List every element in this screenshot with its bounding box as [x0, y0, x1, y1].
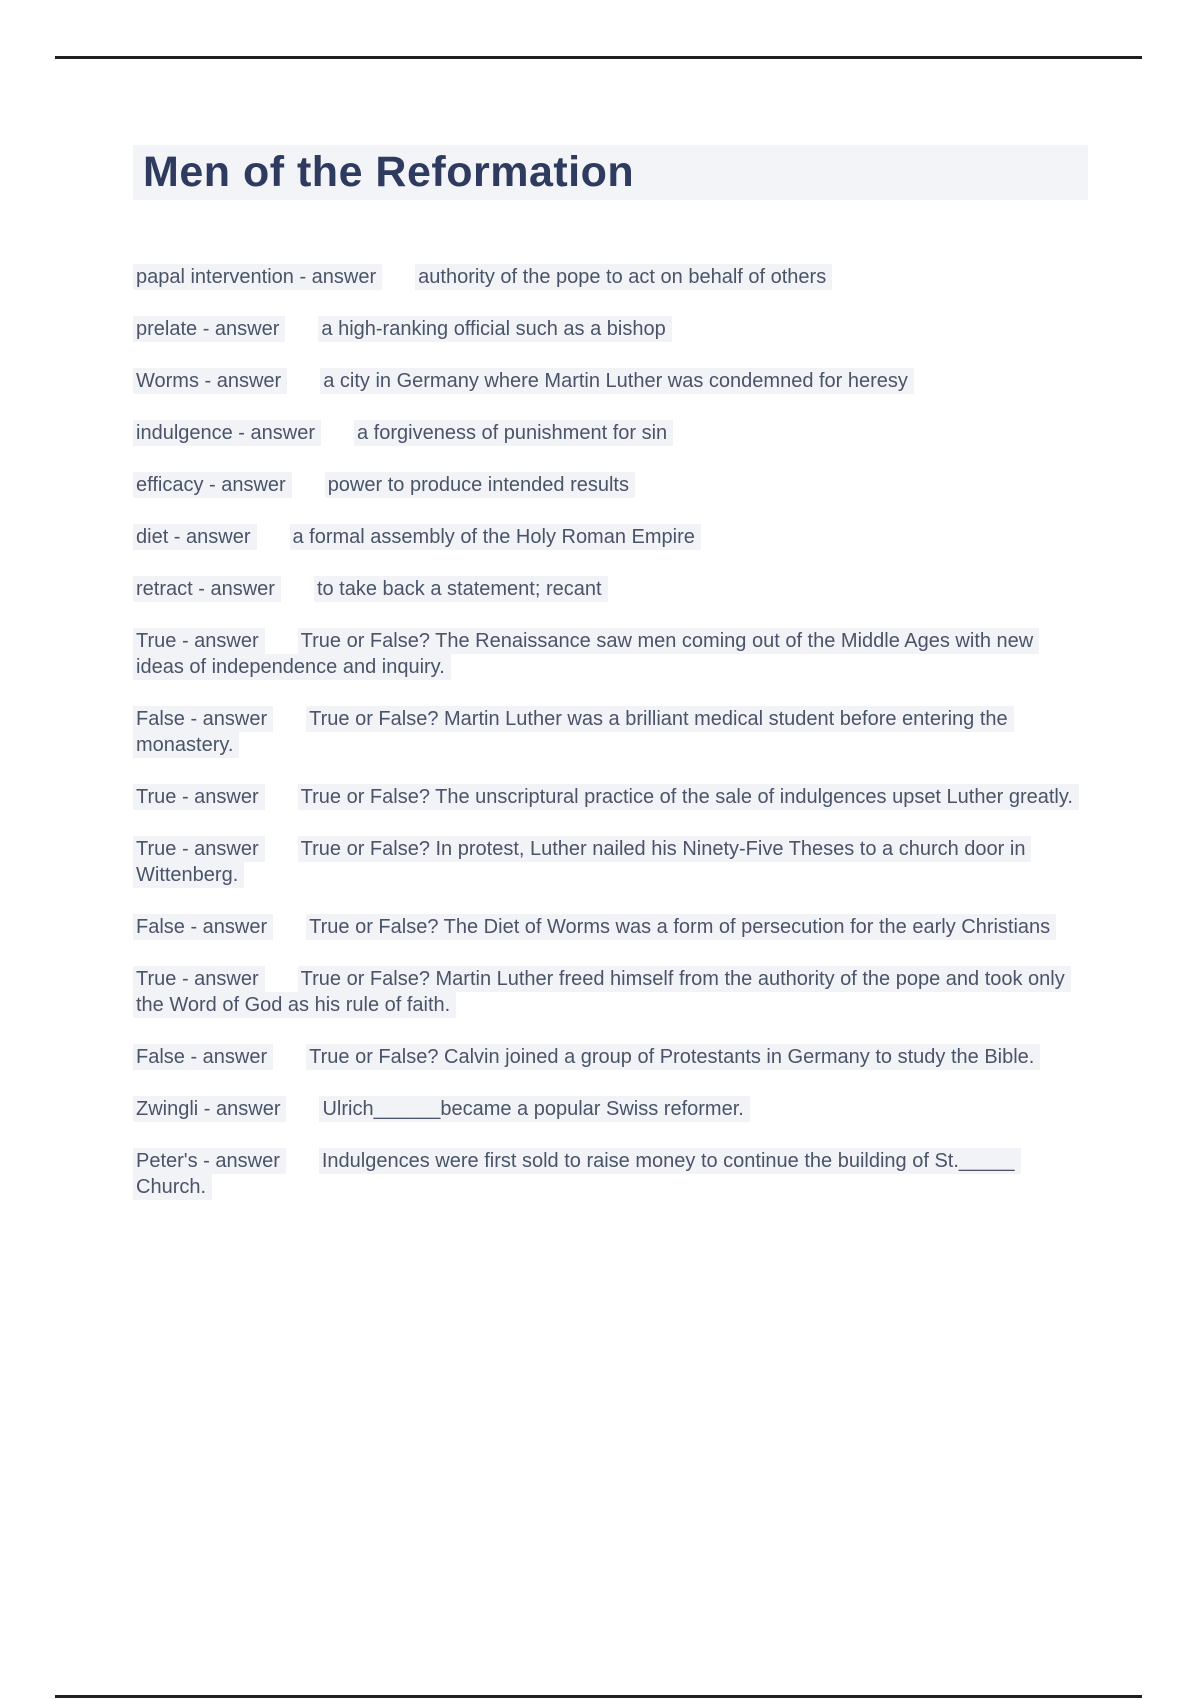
flashcard-entry: [133, 784, 1081, 810]
entry-answer: True or False? Martin Luther was a brilliant medical student before entering the monastery.: [133, 706, 1014, 758]
page-content: [133, 145, 1088, 1226]
flashcard-entry: [133, 914, 1081, 940]
page-title: Men of the Reformation: [133, 145, 1088, 200]
entry-term: True - answer: [133, 836, 265, 862]
entry-term: diet - answer: [133, 524, 257, 550]
flashcard-entry: [133, 706, 1081, 758]
entry-term: Worms - answer: [133, 368, 287, 394]
entry-answer: a city in Germany where Martin Luther was condemned for heresy: [320, 368, 914, 394]
entry-term: False - answer: [133, 1044, 273, 1070]
flashcard-entry: [133, 316, 1081, 342]
entry-answer: Ulrich______became a popular Swiss reformer.: [319, 1096, 749, 1122]
entry-answer: True or False? Calvin joined a group of Protestants in Germany to study the Bible.: [306, 1044, 1040, 1070]
entry-answer: power to produce intended results: [325, 472, 635, 498]
entry-term: Zwingli - answer: [133, 1096, 286, 1122]
entry-term: True - answer: [133, 966, 265, 992]
entry-answer: True or False? In protest, Luther nailed his Ninety-Five Theses to a church door in Wittenberg.: [133, 836, 1031, 888]
flashcard-entry: [133, 966, 1081, 1018]
entry-term: False - answer: [133, 706, 273, 732]
entry-term: retract - answer: [133, 576, 281, 602]
entry-answer: Indulgences were first sold to raise money to continue the building of St._____ Church.: [133, 1148, 1021, 1200]
entry-term: True - answer: [133, 784, 265, 810]
entry-answer: a forgiveness of punishment for sin: [354, 420, 673, 446]
entry-term: True - answer: [133, 628, 265, 654]
entries-list: [133, 264, 1081, 1200]
entry-answer: a formal assembly of the Holy Roman Empire: [290, 524, 701, 550]
entry-term: prelate - answer: [133, 316, 285, 342]
flashcard-entry: [133, 836, 1081, 888]
entry-term: Peter's - answer: [133, 1148, 286, 1174]
entry-term: False - answer: [133, 914, 273, 940]
entry-answer: True or False? Martin Luther freed himself from the authority of the pope and took only the Word of God as his rule of faith.: [133, 966, 1071, 1018]
entry-answer: to take back a statement; recant: [314, 576, 608, 602]
flashcard-entry: [133, 472, 1081, 498]
flashcard-entry: [133, 420, 1081, 446]
entry-answer: a high-ranking official such as a bishop: [318, 316, 671, 342]
entry-answer: True or False? The unscriptural practice of the sale of indulgences upset Luther greatly.: [298, 784, 1079, 810]
flashcard-entry: [133, 368, 1081, 394]
entry-term: efficacy - answer: [133, 472, 292, 498]
flashcard-entry: [133, 576, 1081, 602]
entry-answer: True or False? The Diet of Worms was a form of persecution for the early Christians: [306, 914, 1056, 940]
entry-answer: True or False? The Renaissance saw men coming out of the Middle Ages with new ideas of independence and inquiry.: [133, 628, 1039, 680]
flashcard-entry: [133, 628, 1081, 680]
bottom-border-rule: [55, 1695, 1142, 1698]
top-border-rule: [55, 56, 1142, 59]
flashcard-entry: [133, 1096, 1081, 1122]
flashcard-entry: [133, 1044, 1081, 1070]
entry-term: indulgence - answer: [133, 420, 321, 446]
flashcard-entry: [133, 264, 1081, 290]
entry-term: papal intervention - answer: [133, 264, 382, 290]
flashcard-entry: [133, 524, 1081, 550]
entry-answer: authority of the pope to act on behalf of others: [415, 264, 832, 290]
flashcard-entry: [133, 1148, 1081, 1200]
